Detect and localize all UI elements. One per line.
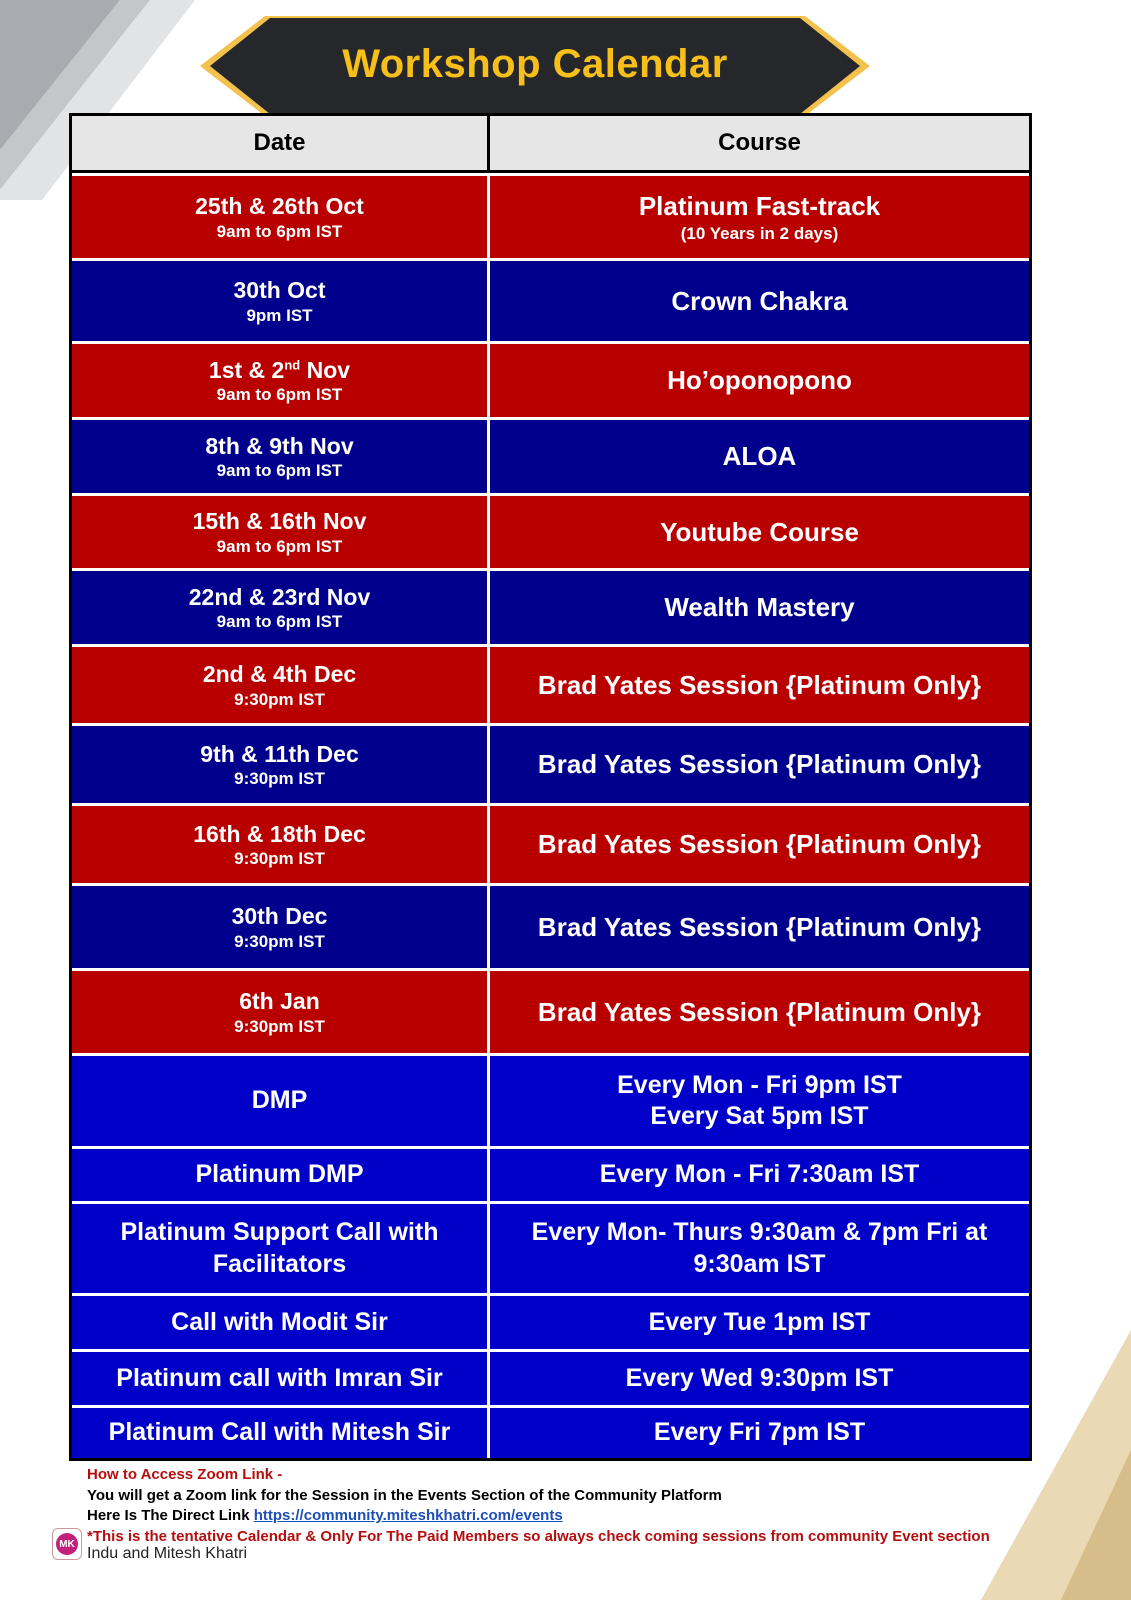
table-row	[72, 1201, 1029, 1293]
table-row	[72, 568, 1029, 644]
date-cell	[72, 647, 490, 723]
course-cell-line: Platinum Fast-track	[638, 191, 881, 222]
course-cell	[490, 420, 1029, 493]
course-cell	[490, 1352, 1029, 1405]
table-row	[72, 258, 1029, 341]
date-cell-line: 9:30pm IST	[234, 769, 325, 789]
page-title: Workshop Calendar	[342, 42, 728, 86]
course-cell-line: Crown Chakra	[671, 285, 848, 316]
date-cell-line: 9am to 6pm IST	[216, 221, 343, 241]
course-cell-line: ALOA	[722, 441, 797, 472]
course-cell	[490, 1149, 1029, 1201]
table-row	[72, 341, 1029, 417]
date-cell	[72, 420, 490, 493]
table-row	[72, 173, 1029, 258]
course-cell-line: Brad Yates Session {Platinum Only}	[537, 669, 982, 700]
date-cell-line: 1st & 2nd Nov	[208, 356, 351, 383]
table-header	[72, 116, 1029, 173]
date-cell-line: DMP	[251, 1086, 308, 1115]
date-cell-line: 9:30pm IST	[234, 689, 325, 709]
owner-name: Indu and Mitesh Khatri	[87, 1545, 248, 1562]
table-row	[72, 803, 1029, 883]
course-cell	[490, 344, 1029, 417]
date-cell-line: 9pm IST	[246, 305, 313, 325]
date-cell	[72, 496, 490, 568]
date-cell-line: Platinum Support Call with	[120, 1218, 439, 1247]
date-cell	[72, 176, 490, 258]
footer-notes	[87, 1465, 990, 1547]
course-cell-line: Youtube Course	[660, 516, 859, 547]
date-cell	[72, 971, 490, 1053]
zoom-access-heading: How to Access Zoom Link -	[87, 1466, 283, 1483]
course-cell-line: Every Mon- Thurs 9:30am & 7pm Fri at	[531, 1218, 988, 1247]
course-cell-line: Brad Yates Session {Platinum Only}	[537, 749, 982, 780]
logo-text: MK	[56, 1533, 78, 1555]
date-cell-line: 22nd & 23rd Nov	[188, 583, 371, 610]
date-cell-line: Platinum call with Imran Sir	[116, 1363, 443, 1392]
date-cell-line: 9:30pm IST	[234, 849, 325, 869]
disclaimer: *This is the tentative Calendar & Only For The Paid Members so always check coming sessions from community Event section	[87, 1527, 990, 1545]
date-cell	[72, 1408, 490, 1458]
table-row	[72, 644, 1029, 723]
date-cell-line: 9:30pm IST	[234, 931, 325, 951]
table-row	[72, 1146, 1029, 1201]
course-cell	[490, 726, 1029, 803]
course-cell-line: Every Mon - Fri 7:30am IST	[599, 1160, 920, 1189]
course-cell	[490, 261, 1029, 341]
date-cell-line: 9th & 11th Dec	[200, 740, 359, 767]
date-cell	[72, 1204, 490, 1293]
table-row	[72, 968, 1029, 1053]
date-cell	[72, 886, 490, 968]
table-row	[72, 1053, 1029, 1146]
course-cell-line: Ho’oponopono	[667, 365, 852, 396]
header-date: Date	[72, 116, 490, 170]
course-cell-line: Brad Yates Session {Platinum Only}	[537, 996, 982, 1027]
date-cell-line: Platinum DMP	[195, 1160, 364, 1189]
course-cell-line: Every Mon - Fri 9pm IST	[617, 1070, 902, 1099]
course-cell-line: Brad Yates Session {Platinum Only}	[537, 911, 982, 942]
workshop-table	[69, 113, 1032, 1461]
events-link[interactable]: https://community.miteshkhatri.com/events	[253, 1507, 563, 1524]
course-cell	[490, 806, 1029, 883]
table-row	[72, 1293, 1029, 1349]
course-cell-line: Wealth Mastery	[664, 592, 855, 623]
date-cell-line: 16th & 18th Dec	[193, 820, 366, 847]
course-cell	[490, 1204, 1029, 1293]
date-cell-line: 25th & 26th Oct	[195, 193, 364, 219]
table-row	[72, 417, 1029, 493]
date-cell-line: Platinum Call with Mitesh Sir	[108, 1418, 451, 1447]
table-row	[72, 723, 1029, 803]
date-cell-line: 30th Dec	[231, 903, 328, 929]
date-cell	[72, 1149, 490, 1201]
table-row	[72, 883, 1029, 968]
date-cell-line: 9:30pm IST	[234, 1016, 325, 1036]
link-prefix: Here Is The Direct Link	[87, 1507, 254, 1524]
mk-logo	[52, 1528, 82, 1560]
date-cell-line: 2nd & 4th Dec	[202, 661, 357, 687]
date-cell	[72, 726, 490, 803]
date-cell-line: 6th Jan	[239, 988, 320, 1014]
date-cell-line: Call with Modit Sir	[171, 1307, 388, 1336]
date-cell	[72, 261, 490, 341]
course-cell-line: (10 Years in 2 days)	[680, 223, 839, 243]
course-cell	[490, 1408, 1029, 1458]
header-course: Course	[718, 129, 801, 156]
date-cell-line: Facilitators	[212, 1249, 347, 1278]
table-row	[72, 493, 1029, 568]
date-cell	[72, 1296, 490, 1349]
zoom-access-info: You will get a Zoom link for the Session in the Events Section of the Community Platform	[87, 1486, 722, 1504]
date-cell	[72, 1056, 490, 1146]
date-cell-line: 30th Oct	[233, 277, 326, 303]
course-cell	[490, 971, 1029, 1053]
date-cell	[72, 1352, 490, 1405]
course-cell-line: Every Fri 7pm IST	[653, 1418, 866, 1447]
title-banner	[200, 16, 870, 116]
date-cell-line: 15th & 16th Nov	[192, 508, 367, 534]
course-cell	[490, 647, 1029, 723]
course-cell-line: Every Wed 9:30pm IST	[625, 1363, 894, 1392]
course-cell	[490, 496, 1029, 568]
date-cell-line: 9am to 6pm IST	[216, 385, 343, 405]
course-cell-line: Every Sat 5pm IST	[650, 1102, 869, 1130]
table-row	[72, 1405, 1029, 1458]
date-cell	[72, 344, 490, 417]
course-cell	[490, 176, 1029, 258]
table-row	[72, 1349, 1029, 1405]
date-cell-line: 8th & 9th Nov	[205, 432, 354, 459]
date-cell-line: 9am to 6pm IST	[216, 461, 343, 481]
course-cell	[490, 1056, 1029, 1146]
date-cell-line: 9am to 6pm IST	[216, 612, 343, 632]
course-cell-line: Every Tue 1pm IST	[648, 1307, 871, 1336]
date-cell-line: 9am to 6pm IST	[216, 536, 343, 556]
date-cell	[72, 571, 490, 644]
course-cell-line: Brad Yates Session {Platinum Only}	[537, 829, 982, 860]
course-cell	[490, 886, 1029, 968]
course-cell-line: 9:30am IST	[693, 1249, 826, 1278]
date-cell	[72, 806, 490, 883]
course-cell	[490, 571, 1029, 644]
course-cell	[490, 1296, 1029, 1349]
